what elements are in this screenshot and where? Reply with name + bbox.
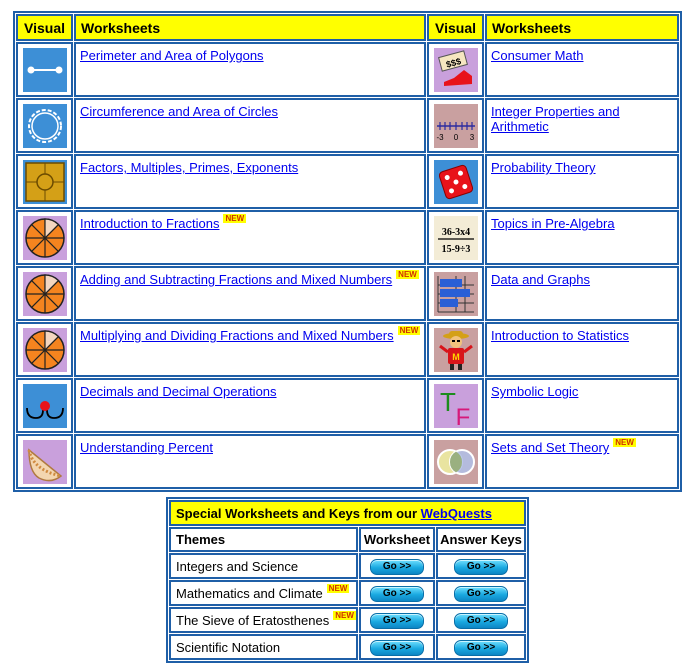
bar-graph-icon[interactable] xyxy=(434,272,478,316)
worksheet-link-add-subtract-fractions[interactable]: Adding and Subtracting Fractions and Mixed Numbers xyxy=(80,272,393,287)
table-row xyxy=(169,580,526,606)
theme-label: Mathematics and Climate xyxy=(176,585,323,601)
line-segment-icon[interactable] xyxy=(23,48,67,92)
pie-slice-icon[interactable] xyxy=(23,440,67,484)
worksheet-link-data-graphs[interactable]: Data and Graphs xyxy=(491,272,591,287)
themes-header: Themes xyxy=(169,527,358,552)
number-line-label-zero: 0 xyxy=(453,132,458,142)
worksheet-go-button[interactable]: Go >> xyxy=(370,613,424,629)
theme-label: The Sieve of Eratosthenes xyxy=(176,612,330,628)
worksheet-go-button[interactable]: Go >> xyxy=(370,559,424,575)
worksheet-link-multiply-divide-fractions[interactable]: Multiplying and Dividing Fractions and Mixed Numbers xyxy=(80,328,394,343)
worksheet-link-probability-theory[interactable]: Probability Theory xyxy=(491,160,596,175)
expression-top-text: 36-3x4 xyxy=(441,226,470,238)
answer-keys-header: Answer Keys xyxy=(436,527,526,552)
worksheets-table xyxy=(13,11,682,492)
worksheet-link-symbolic-logic[interactable]: Symbolic Logic xyxy=(491,384,579,399)
table-row xyxy=(169,553,526,579)
dice-icon[interactable] xyxy=(434,160,478,204)
new-badge: NEW xyxy=(225,214,245,223)
webquests-table xyxy=(166,497,529,663)
new-badge: NEW xyxy=(335,610,354,620)
fraction-pie-icon[interactable] xyxy=(23,328,67,372)
visual-header-right: Visual xyxy=(427,14,484,41)
number-line-icon[interactable] xyxy=(434,104,478,148)
circle-icon[interactable] xyxy=(23,104,67,148)
answer-key-go-button[interactable]: Go >> xyxy=(454,613,508,629)
mascot-letter: M xyxy=(451,351,460,362)
webquests-link[interactable]: WebQuests xyxy=(420,505,492,521)
answer-key-go-button[interactable]: Go >> xyxy=(454,559,508,575)
table-row xyxy=(16,434,679,489)
price-tag-shoe-icon[interactable] xyxy=(434,48,478,92)
true-letter: T xyxy=(439,386,456,417)
table-row xyxy=(16,322,679,377)
fraction-pie-icon[interactable] xyxy=(23,272,67,316)
true-false-icon[interactable] xyxy=(434,384,478,428)
table-row xyxy=(16,378,679,433)
fraction-pie-icon[interactable] xyxy=(23,216,67,260)
factor-grid-icon[interactable] xyxy=(23,160,67,204)
worksheet-link-sets[interactable]: Sets and Set Theory xyxy=(491,440,610,455)
answer-key-go-button[interactable]: Go >> xyxy=(454,586,508,602)
worksheet-link-pre-algebra[interactable]: Topics in Pre-Algebra xyxy=(491,216,615,231)
worksheets-header-row xyxy=(16,14,679,41)
new-badge: NEW xyxy=(615,438,634,447)
new-badge: NEW xyxy=(399,326,419,335)
worksheet-link-perimeter-area-polygons[interactable]: Perimeter and Area of Polygons xyxy=(80,48,264,63)
new-badge: NEW xyxy=(328,583,348,593)
table-row xyxy=(16,154,679,209)
mascot-icon[interactable] xyxy=(434,328,478,372)
worksheet-header: Worksheet xyxy=(359,527,435,552)
new-badge: NEW xyxy=(398,270,417,279)
price-tag-text: $$$ xyxy=(444,55,462,70)
table-row xyxy=(16,98,679,153)
number-line-label-pos: 3 xyxy=(469,132,474,142)
worksheet-link-percent[interactable]: Understanding Percent xyxy=(80,440,213,455)
visual-header-left: Visual xyxy=(16,14,73,41)
worksheet-link-integer-properties[interactable]: Integer Properties and Arithmetic xyxy=(491,104,620,134)
theme-label: Scientific Notation xyxy=(176,639,281,655)
worksheet-link-consumer-math[interactable]: Consumer Math xyxy=(491,48,584,63)
table-row xyxy=(16,42,679,97)
table-row xyxy=(16,266,679,321)
table-row xyxy=(16,210,679,265)
worksheet-link-intro-fractions[interactable]: Introduction to Fractions xyxy=(80,216,220,231)
expression-bottom-text: 15-9÷3 xyxy=(441,243,470,255)
worksheets-header-right: Worksheets xyxy=(485,14,679,41)
worksheet-link-factors-multiples[interactable]: Factors, Multiples, Primes, Exponents xyxy=(80,160,299,175)
table-row xyxy=(169,607,526,633)
expression-icon[interactable] xyxy=(434,216,478,260)
decimal-point-icon[interactable] xyxy=(23,384,67,428)
worksheet-link-circumference-area-circles[interactable]: Circumference and Area of Circles xyxy=(80,104,278,119)
worksheet-go-button[interactable]: Go >> xyxy=(370,586,424,602)
theme-label: Integers and Science xyxy=(176,558,299,574)
webquests-caption-row xyxy=(169,500,526,526)
table-row xyxy=(169,634,526,660)
webquests-caption: Special Worksheets and Keys from our xyxy=(176,505,421,521)
webquests-header-row xyxy=(169,527,526,552)
number-line-label-neg: -3 xyxy=(435,132,444,142)
worksheets-header-left: Worksheets xyxy=(74,14,426,41)
venn-diagram-icon[interactable] xyxy=(434,440,478,484)
worksheet-go-button[interactable]: Go >> xyxy=(370,640,424,656)
worksheet-link-intro-statistics[interactable]: Introduction to Statistics xyxy=(491,328,630,343)
answer-key-go-button[interactable]: Go >> xyxy=(454,640,508,656)
false-letter: F xyxy=(455,403,470,428)
worksheet-link-decimals[interactable]: Decimals and Decimal Operations xyxy=(80,384,277,399)
